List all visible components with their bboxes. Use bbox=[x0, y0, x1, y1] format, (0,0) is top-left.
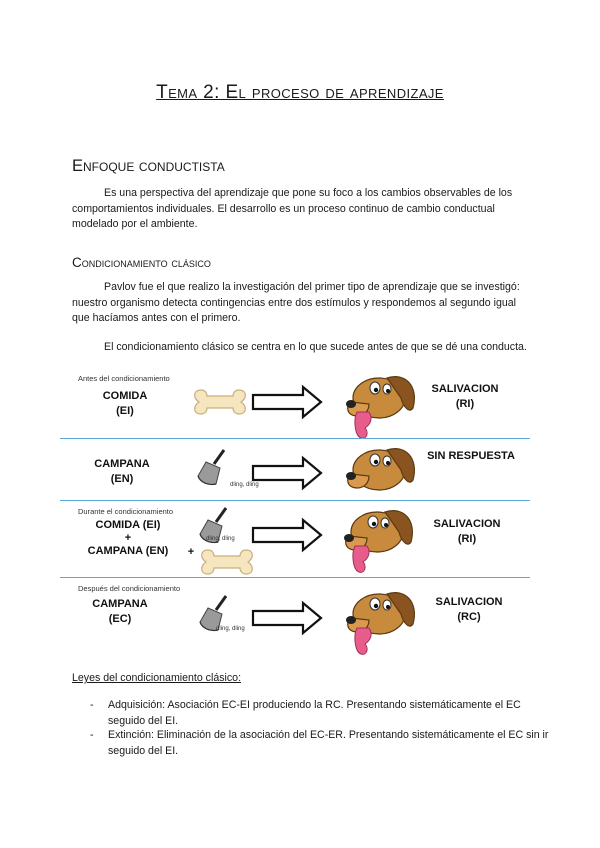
stage-during-label: Durante el condicionamiento bbox=[78, 507, 174, 516]
dog-icon bbox=[344, 511, 412, 552]
section-heading: Enfoque conductista bbox=[72, 157, 225, 175]
bell-sound-text: dling, dling bbox=[216, 626, 245, 632]
law-item: - Adquisición: Asociación EC-EI produciendo la RC. Presentando sistemáticamente el EC seguido del EI. bbox=[90, 699, 521, 727]
salivation-conditioned-label: SALIVACION (RC) bbox=[435, 596, 503, 623]
laws-title: Leyes del condicionamiento clásico: bbox=[72, 672, 242, 684]
bone-icon bbox=[195, 390, 246, 414]
tongue-icon bbox=[355, 628, 371, 654]
no-response-label: SIN RESPUESTA bbox=[427, 450, 515, 462]
dog-icon bbox=[346, 377, 414, 418]
bell-sound-text: dling, dling bbox=[230, 482, 259, 488]
bell-conditioned-label: CAMPANA (EC) bbox=[92, 598, 148, 625]
bell-icon bbox=[198, 450, 224, 485]
conditioning-diagram bbox=[60, 370, 540, 660]
pavlov-paragraph: Pavlov fue el que realizo la investigación del primer tipo de aprendizaje que se investigó: nuestro organismo detecta contingencias entre dos estímulos y respondemos al segundo igual que hacíamos antes con el primero. bbox=[72, 281, 520, 325]
arrow-icon bbox=[253, 387, 321, 417]
page-title: Tema 2: El proceso de aprendizaje bbox=[156, 82, 444, 103]
divider bbox=[60, 500, 530, 501]
intro-paragraph: Es una perspectiva del aprendizaje que pone su foco a los cambios observables de los comportamientos individuales. El desarrollo es un proceso continuo de cambio conductual modelado por el ambiente. bbox=[72, 187, 513, 231]
arrow-icon bbox=[253, 520, 321, 550]
arrow-icon bbox=[253, 458, 321, 488]
food-bell-label: COMIDA (EI) + CAMPANA (EN) bbox=[87, 519, 169, 557]
arrow-icon bbox=[253, 603, 321, 633]
divider bbox=[60, 577, 530, 578]
law-item: - Extinción: Eliminación de la asociación del EC-ER. Presentando sistemáticamente el EC sin ir seguido del EI. bbox=[90, 729, 549, 757]
dog-icon bbox=[346, 449, 414, 490]
tongue-icon bbox=[353, 546, 369, 572]
stage-before-label: Antes del condicionamiento bbox=[78, 374, 170, 383]
bone-icon bbox=[202, 550, 253, 574]
dog-icon bbox=[346, 593, 414, 634]
subsection-heading: Condicionamiento clásico bbox=[72, 255, 211, 270]
divider bbox=[60, 438, 530, 439]
bell-sound-text: dling, dling bbox=[206, 536, 235, 542]
salivation-label: SALIVACION (RI) bbox=[431, 383, 499, 410]
bell-label: CAMPANA (EN) bbox=[94, 458, 150, 485]
salivation-label: SALIVACION (RI) bbox=[433, 518, 501, 545]
plus-sign: + bbox=[187, 546, 195, 558]
tongue-icon bbox=[355, 412, 371, 438]
focus-paragraph: El condicionamiento clásico se centra en lo que sucede antes de que se dé una conducta. bbox=[104, 341, 527, 353]
food-label: COMIDA (EI) bbox=[102, 390, 148, 417]
stage-after-label: Después del condicionamiento bbox=[78, 584, 181, 593]
